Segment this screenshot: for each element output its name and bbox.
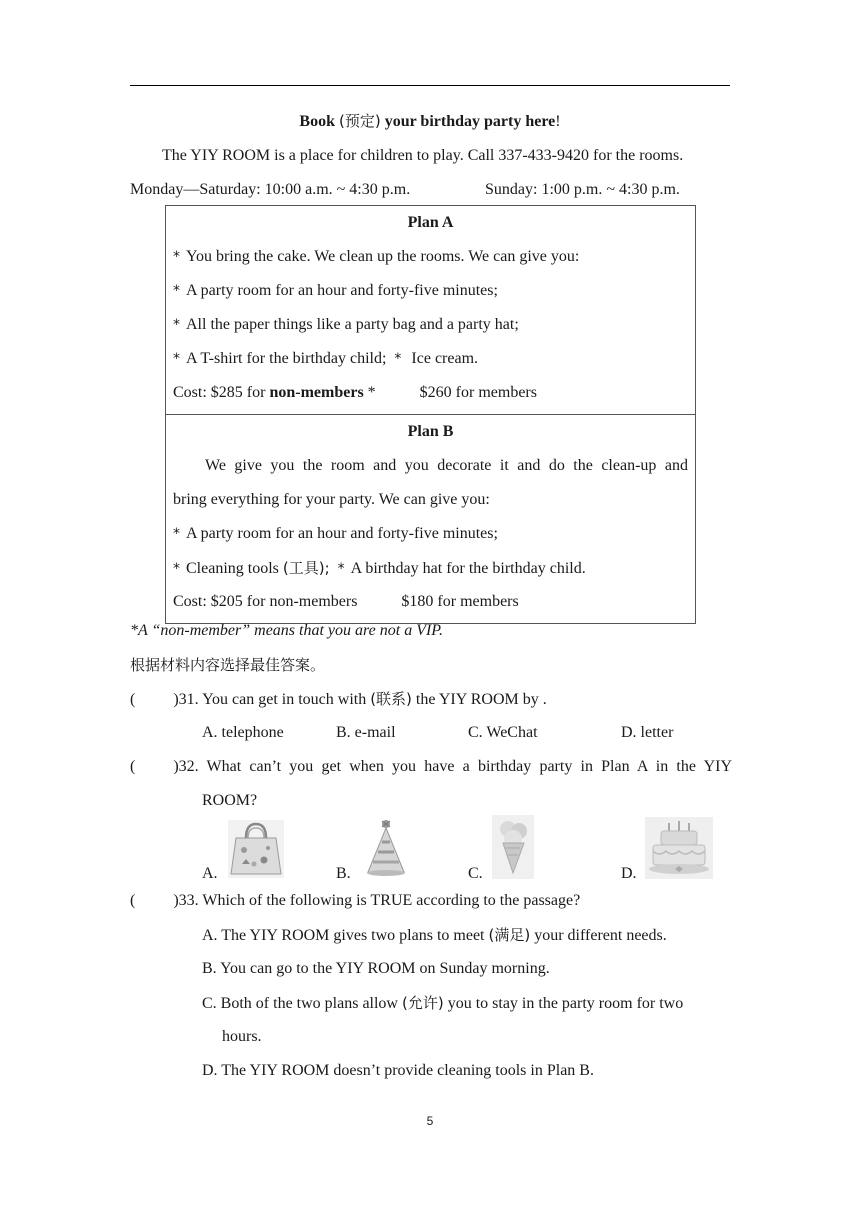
plan-a-heading: Plan A bbox=[407, 214, 454, 231]
q33-stem: ( )33. Which of the following is TRUE according to the passage? bbox=[130, 892, 581, 909]
q33-option-d: D. The YIY ROOM doesn’t provide cleaning tools in Plan B. bbox=[202, 1062, 594, 1079]
q33-option-a: A. The YIY ROOM gives two plans to meet (满足) your different needs. bbox=[202, 926, 667, 944]
star-icon: * bbox=[173, 526, 180, 542]
plan-a-cell bbox=[166, 206, 696, 415]
star-icon: * bbox=[173, 561, 180, 577]
q32-option-d: D. bbox=[621, 865, 637, 882]
answer-paren: ( bbox=[130, 758, 136, 775]
intro-text: The YIY ROOM is a place for children to play. Call 337-433-9420 for the rooms. bbox=[162, 147, 684, 164]
q32-option-c: C. bbox=[468, 865, 483, 882]
page-number: 5 bbox=[426, 1114, 434, 1128]
passage-title: Book (预定) your birthday party here! bbox=[299, 112, 561, 130]
plan-b-heading: Plan B bbox=[407, 423, 454, 440]
q32-stem-line1: ( )32. What can’t you get when you have a birthday party in Plan A in the YIY bbox=[130, 758, 732, 775]
q33-option-b: B. You can go to the YIY ROOM on Sunday morning. bbox=[202, 960, 550, 977]
q31-option-b: B. e-mail bbox=[336, 724, 396, 741]
plan-b-row bbox=[166, 415, 696, 624]
q31-option-c: C. WeChat bbox=[468, 724, 538, 741]
q32-option-a: A. bbox=[202, 865, 218, 882]
answer-paren: ( bbox=[130, 691, 136, 708]
plan-b-paragraph-line1: We give you the room and you decorate it and do the clean-up and bbox=[205, 457, 688, 474]
q32-option-b: B. bbox=[336, 865, 351, 882]
footnote: *A “non-member” means that you are not a VIP. bbox=[130, 622, 444, 639]
star-icon: * bbox=[173, 317, 180, 333]
instruction: 根据材料内容选择最佳答案。 bbox=[130, 656, 326, 674]
plan-b-cost: Cost: $205 for non-members $180 for members bbox=[173, 593, 519, 610]
hours-sunday: Sunday: 1:00 p.m. ~ 4:30 p.m. bbox=[485, 181, 680, 198]
star-icon: * bbox=[173, 351, 180, 367]
q31-option-a: A. telephone bbox=[202, 724, 284, 741]
answer-paren: ( bbox=[130, 892, 136, 909]
hours-weekday: Monday—Saturday: 10:00 a.m. ~ 4:30 p.m. bbox=[130, 181, 411, 198]
header-rule bbox=[130, 85, 730, 86]
party-hat-icon bbox=[364, 818, 408, 878]
q32-stem-line2: ROOM? bbox=[202, 792, 258, 809]
star-icon: * bbox=[394, 351, 402, 367]
birthday-cake-icon bbox=[645, 817, 713, 879]
star-icon: * bbox=[337, 561, 345, 577]
plan-a-row bbox=[166, 206, 696, 415]
plan-b-cell bbox=[166, 415, 696, 624]
q31-stem: ( )31. You can get in touch with (联系) the YIY ROOM by . bbox=[130, 690, 547, 708]
plan-b-item: * Cleaning tools (工具); * A birthday hat for the birthday child. bbox=[173, 559, 586, 577]
q33-option-c: C. Both of the two plans allow (允许) you to stay in the party room for two bbox=[202, 994, 684, 1012]
plan-a-item: * You bring the cake. We clean up the rooms. We can give you: bbox=[173, 248, 580, 265]
plan-a-item: * A T-shirt for the birthday child; * Ice cream. bbox=[173, 350, 479, 367]
star-icon: * bbox=[173, 249, 180, 265]
ice-cream-icon bbox=[492, 815, 534, 879]
plan-b-item: * A party room for an hour and forty-five minutes; bbox=[173, 525, 498, 542]
plan-a-cost: Cost: $285 for non-members * $260 for members bbox=[173, 384, 537, 401]
q33-option-c-line2: hours. bbox=[222, 1028, 262, 1045]
plan-a-item: * A party room for an hour and forty-five minutes; bbox=[173, 282, 498, 299]
plan-b-paragraph-line2: bring everything for your party. We can give you: bbox=[173, 491, 490, 508]
plan-a-item: * All the paper things like a party bag and a party hat; bbox=[173, 316, 519, 333]
q31-option-d: D. letter bbox=[621, 724, 674, 741]
star-icon: * bbox=[173, 283, 180, 299]
plans-table bbox=[165, 205, 696, 624]
party-bag-icon bbox=[228, 820, 284, 878]
